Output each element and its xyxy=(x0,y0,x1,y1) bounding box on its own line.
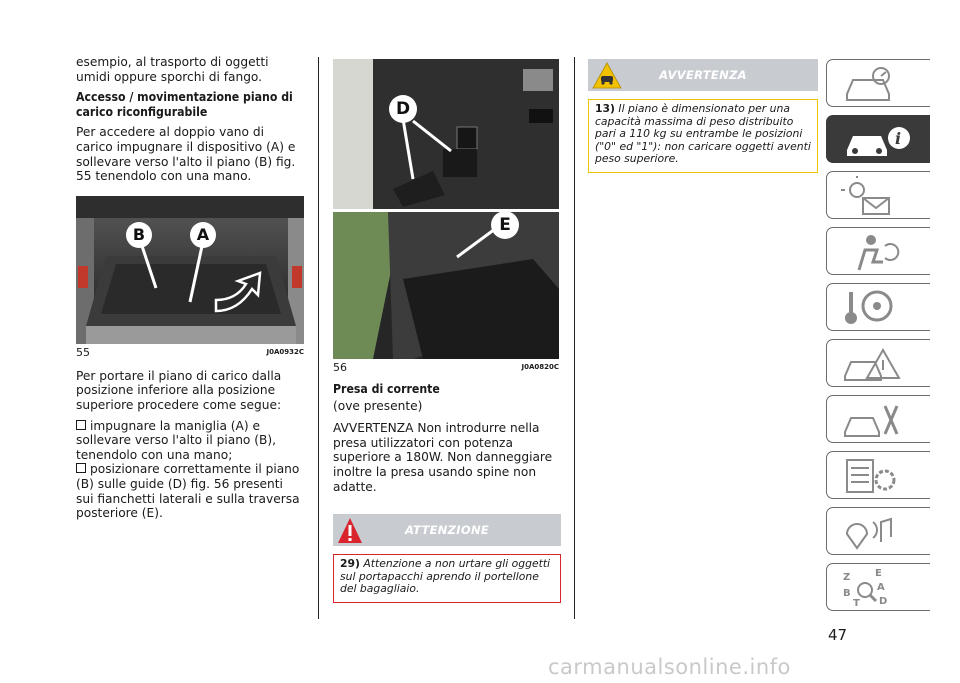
nav-tab-starting-driving[interactable] xyxy=(826,283,930,331)
attention-text: Attenzione a non urtare gli oggetti sul portapacchi aprendo il portellone del bagagliaio. xyxy=(340,557,551,596)
nav-tab-dashboard[interactable] xyxy=(826,59,930,107)
nav-tab-car-info[interactable] xyxy=(826,115,930,163)
bullet-item-1 xyxy=(76,419,304,463)
key-steering-wheel-icon xyxy=(841,288,901,328)
attention-body xyxy=(333,554,561,603)
callout-d: D xyxy=(389,95,417,123)
nav-tab-emergency[interactable] xyxy=(826,339,930,387)
nav-tab-safety[interactable] xyxy=(826,227,930,275)
section-subtitle: (ove presente) xyxy=(333,398,423,413)
airbag-seat-icon xyxy=(841,232,901,272)
car-warning-icon xyxy=(841,344,901,384)
car-info-icon xyxy=(841,120,911,160)
svg-text:E: E xyxy=(875,568,882,579)
nav-tab-maintenance[interactable] xyxy=(826,395,930,443)
figure-56-code: J0A0820C xyxy=(521,363,559,371)
figure-56 xyxy=(333,59,559,359)
figure-56-number: 56 xyxy=(333,361,347,374)
trunk-side-photo xyxy=(333,59,559,359)
attention-header xyxy=(333,514,561,546)
warning-title: AVVERTENZA xyxy=(659,68,747,82)
figure-55-number: 55 xyxy=(76,345,90,359)
column-1 xyxy=(76,55,304,521)
column-2 xyxy=(333,59,561,603)
figure-56-caption xyxy=(333,361,559,374)
car-dashboard-icon xyxy=(841,64,901,104)
attention-box xyxy=(333,514,561,603)
svg-text:D: D xyxy=(879,596,888,607)
trunk-photo xyxy=(76,196,304,344)
warning-text: Il piano è dimensionato per una capacità massima di peso distribuito pari a 110 kg su entrambe le posizioni ("0" ed "1"): non caricare oggetti aventi peso superiore. xyxy=(595,102,811,165)
callout-e: E xyxy=(491,211,519,239)
column-divider-right xyxy=(574,57,575,619)
figure-55 xyxy=(76,196,304,344)
nav-tab-multimedia[interactable] xyxy=(826,507,930,555)
bullet-item-2 xyxy=(76,462,304,520)
nav-tab-index[interactable] xyxy=(826,563,930,611)
column-divider-left xyxy=(318,57,319,619)
svg-text:T: T xyxy=(853,598,860,609)
attention-title: ATTENZIONE xyxy=(404,523,490,538)
car-tools-icon xyxy=(841,400,901,440)
svg-text:B: B xyxy=(843,588,851,599)
warning-box xyxy=(588,59,818,173)
figure-55-code: J0A0932C xyxy=(266,347,304,356)
svg-text:A: A xyxy=(877,582,885,593)
paragraph-procedure: Per portare il piano di carico dalla posizione inferiore alla posizione superiore procedere come segue: xyxy=(76,368,282,412)
bullet-square-icon xyxy=(76,420,86,430)
bullet-square-icon xyxy=(76,463,86,473)
nav-tab-technical-data[interactable] xyxy=(826,451,930,499)
nav-tab-lights-messages[interactable] xyxy=(826,171,930,219)
warning-number: 13) xyxy=(595,102,615,115)
intro-text: esempio, al trasporto di oggetti umidi oppure sporchi di fango. xyxy=(76,55,269,84)
callout-b: B xyxy=(126,222,152,248)
index-icon xyxy=(841,568,901,612)
spec-list-icon xyxy=(841,456,901,496)
lights-message-icon xyxy=(841,176,901,216)
paragraph-socket-warning: AVVERTENZA Non introdurre nella presa utilizzatori con potenza superiore a 180W. Non danneggiare inoltre la presa usando spine non adatte. xyxy=(333,421,553,494)
warning-header xyxy=(588,59,818,91)
attention-number: 29) xyxy=(340,557,360,571)
watermark: carmanualsonline.info xyxy=(548,655,791,679)
section-title-cargo-floor: Accesso / movimentazione piano di carico riconfigurabile xyxy=(76,90,293,119)
paragraph-access: Per accedere al doppio vano di carico impugnare il dispositivo (A) e sollevare verso l'alto il piano (B) fig. 55 tenendolo con una mano. xyxy=(76,125,296,184)
column-3 xyxy=(588,59,818,173)
section-title-socket: Presa di corrente xyxy=(333,382,440,396)
callout-a: A xyxy=(190,222,216,248)
bullet-1-text: impugnare la maniglia (A) e sollevare verso l'alto il piano (B), tenendolo con una mano; xyxy=(76,418,277,462)
warning-body xyxy=(588,99,818,173)
multimedia-icon xyxy=(841,512,901,552)
svg-text:Z: Z xyxy=(843,572,851,583)
bullet-2-text: posizionare correttamente il piano (B) sulle guide (D) fig. 56 presenti sui fianchetti laterali e sulla traversa posteriore (E). xyxy=(76,462,300,521)
page-number: 47 xyxy=(828,626,848,644)
figure-55-caption xyxy=(76,346,304,359)
svg-text:i: i xyxy=(895,129,902,148)
